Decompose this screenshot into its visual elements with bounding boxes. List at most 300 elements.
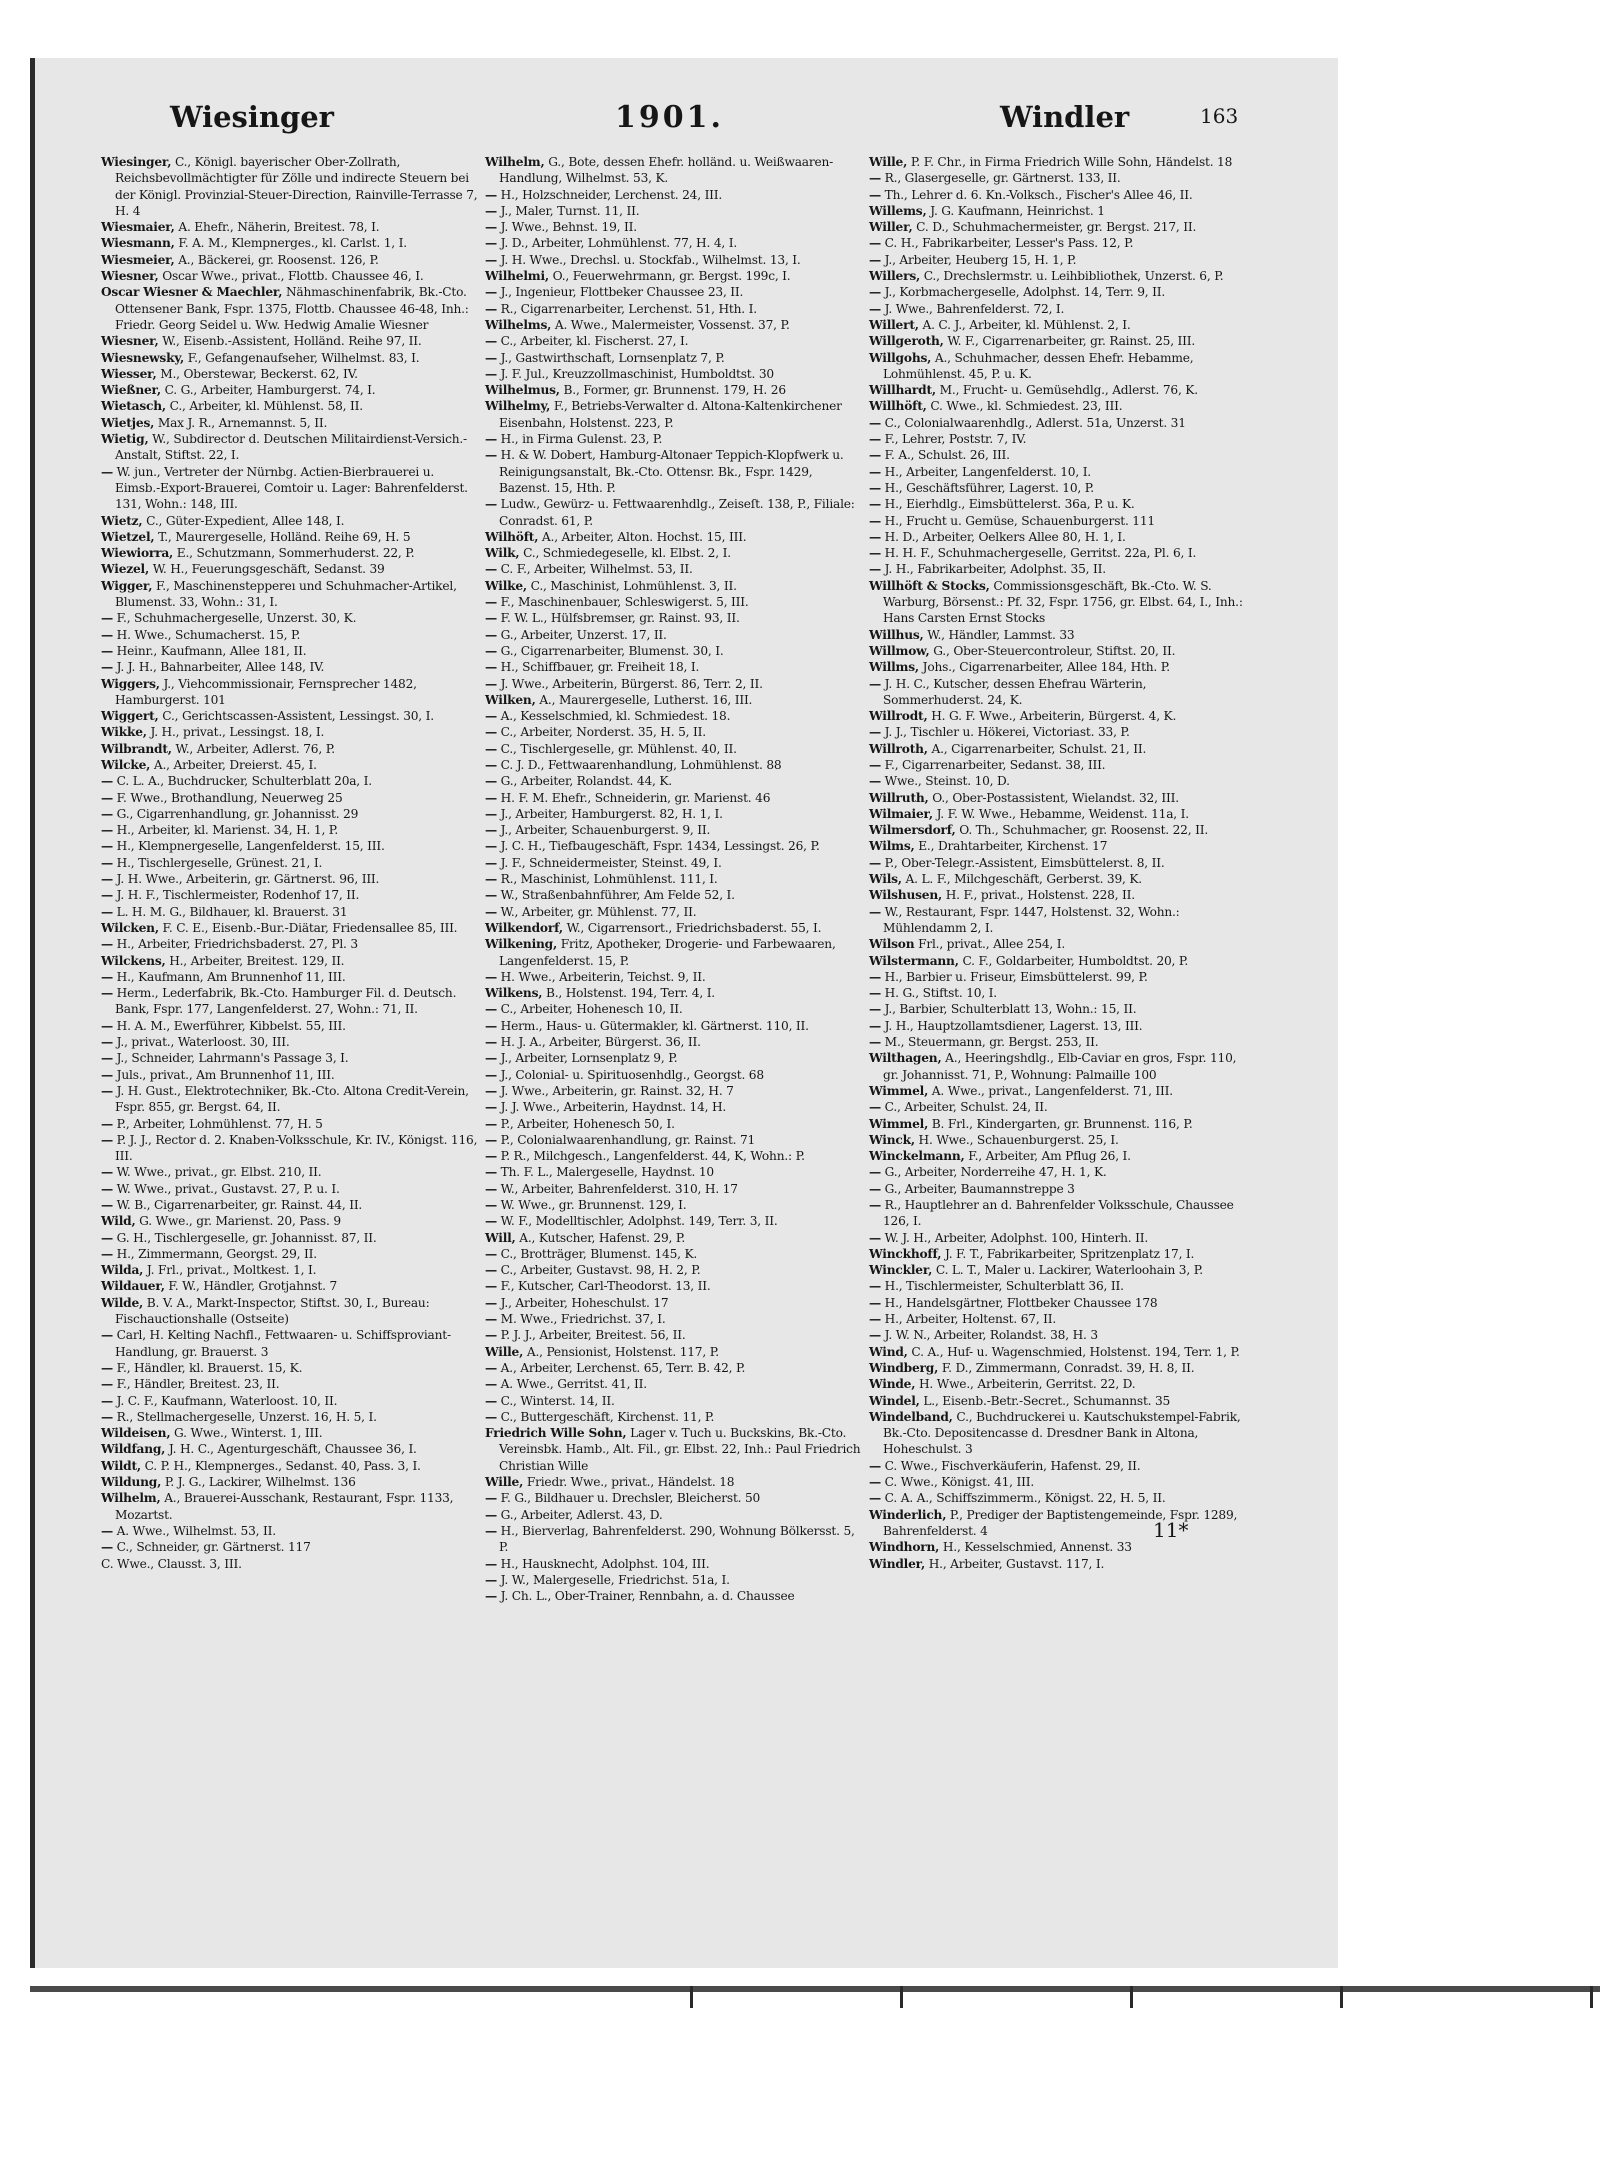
directory-entry [485,659,863,675]
entry-details: J. Wwe., Bahrenfelderst. 72, I. [881,301,1065,316]
entry-name: — [485,1328,497,1343]
directory-entry [869,154,1247,170]
entry-details: H. J. A., Arbeiter, Bürgerst. 36, II. [497,1035,701,1050]
directory-entry [485,203,863,219]
entry-details: H., Holzschneider, Lerchenst. 24, III. [497,187,723,202]
entry-details: A. C. J., Arbeiter, kl. Mühlenst. 2, I. [918,317,1131,332]
entry-details: Th. F. L., Malergeselle, Haydnst. 10 [497,1165,714,1180]
directory-entry [869,1083,1247,1099]
directory-entry [485,447,863,496]
entry-details: W., Händler, Lammst. 33 [923,627,1075,642]
entry-details: H. Wwe., Schauenburgerst. 25, I. [914,1132,1119,1147]
directory-entry [869,871,1247,887]
entry-details: P. F. Chr., in Firma Friedrich Wille Sohn, Händelst. 18 [907,155,1233,169]
entry-name: Windler, [869,1556,926,1571]
directory-entry [485,985,863,1001]
entry-name: Wimmel, [869,1083,929,1098]
entry-name: — [485,1214,497,1229]
entry-details: H., Arbeiter, Gustavst. 117, I. [925,1556,1105,1571]
directory-entry [485,154,863,187]
entry-name: Wild, [101,1214,136,1229]
entry-details: M. Wwe., Friedrichst. 37, I. [497,1312,666,1327]
entry-details: F., Gefangenaufseher, Wilhelmst. 83, I. [184,350,420,365]
entry-name: — [869,1279,881,1294]
entry-details: G. H., Tischlergeselle, gr. Johannisst. 87, II. [113,1230,377,1245]
entry-name: — [101,1230,113,1245]
entry-name: — [485,432,497,447]
entry-name: Wietjes, [101,415,155,430]
entry-name: Winde, [869,1377,916,1392]
entry-details: Lager v. Tuch u. Buckskins, Bk.-Cto. Vereinsbk. Hamb., Alt. Fil., gr. Elbst. 22, Inh.: Paul Friedrich Christian Wille [499,1426,861,1473]
entry-details: H. A. M., Ewerführer, Kibbelst. 55, III. [113,1018,346,1033]
entry-details: C. F., Goldarbeiter, Humboldtst. 20, P. [958,953,1189,968]
entry-name: — [101,806,113,821]
directory-entry [485,1295,863,1311]
entry-name: Wilstermann, [869,953,959,968]
directory-entry [869,1311,1247,1327]
directory-entry [869,1034,1247,1050]
entry-details: C., Schmiedegeselle, kl. Elbst. 2, I. [519,546,731,561]
entry-details: C., Buchdruckerei u. Kautschukstempel-Fabrik, Bk.-Cto. Depositencasse d. Dresdner Bank in Altona, Hoheschulst. 3 [883,1409,1241,1457]
entry-name: — [485,366,497,381]
directory-entry [101,219,479,235]
directory-entry [101,1360,479,1376]
entry-details: Max J. R., Arnemannst. 5, II. [154,415,328,430]
directory-entry [101,398,479,414]
entry-name: Wiesinger, [101,155,172,169]
directory-entry [869,887,1247,903]
entry-name: — [485,969,497,984]
entry-name: — [101,1181,113,1196]
entry-name: Wildfang, [101,1442,166,1457]
entry-name: — [869,301,881,316]
entry-name: — [101,1377,113,1392]
directory-entry [869,1278,1247,1294]
entry-details: G., Arbeiter, Norderreihe 47, H. 1, K. [881,1165,1107,1180]
entry-name: Wilda, [101,1263,144,1278]
entry-name: Willhöft & Stocks, [869,578,990,593]
directory-entry [485,692,863,708]
directory-entry [869,415,1247,431]
directory-entry [869,203,1247,219]
entry-name: — [869,187,881,202]
directory-entry [101,1018,479,1034]
directory-entry [101,1490,479,1523]
entry-name: — [485,774,497,789]
entry-details: Frl., privat., Allee 254, I. [914,937,1066,952]
entry-name: — [869,757,881,772]
entry-name: Wilcken, [101,920,159,935]
entry-name: Winckelmann, [869,1149,965,1164]
directory-entry [101,268,479,284]
entry-details: W. H., Feuerungsgeschäft, Sedanst. 39 [149,562,385,577]
entry-name: — [101,1409,113,1424]
directory-entry [101,822,479,838]
directory-entry [101,643,479,659]
directory-entry [869,513,1247,529]
entry-name: — [485,741,497,756]
entry-details: W. Wwe., privat., Gustavst. 27, P. u. I. [113,1181,340,1196]
entry-details: C. F., Arbeiter, Wilhelmst. 53, II. [497,562,693,577]
directory-entry [869,578,1247,627]
entry-name: Willert, [869,317,919,332]
entry-name: Wimmel, [869,1116,929,1131]
entry-name: Wiesner, [101,334,159,349]
entry-name: — [869,904,881,919]
entry-name: — [485,1393,497,1408]
entry-name: — [485,1360,497,1375]
header-year: 1901. [615,100,724,135]
entry-name: Wiesmaier, [101,220,175,235]
entry-details: H. Wwe., Arbeiterin, Gerritst. 22, D. [915,1377,1136,1392]
entry-name: — [485,790,497,805]
entry-name: — [869,1230,881,1245]
entry-name: — [101,986,113,1001]
directory-entry [101,415,479,431]
entry-name: — [485,236,497,251]
directory-entry [869,464,1247,480]
entry-name: — [869,986,881,1001]
directory-entry [869,1490,1247,1506]
entry-name: — [485,1312,497,1327]
directory-entry [101,773,479,789]
directory-entry [101,513,479,529]
entry-details: C., Arbeiter, Norderst. 35, H. 5, II. [497,725,706,740]
entry-details: Herm., Lederfabrik, Bk.-Cto. Hamburger Fil. d. Deutsch. Bank, Fspr. 177, Langenfelderst. 27, Wohn.: 71, II. [113,986,457,1017]
directory-entry [485,333,863,349]
entry-details: W., Arbeiter, Adlerst. 76, P. [171,741,335,756]
directory-entry [869,301,1247,317]
signature-mark: 11* [1153,1518,1189,1542]
directory-entry [485,1164,863,1180]
entry-name: — [485,823,497,838]
entry-name: — [485,643,497,658]
directory-entry [101,382,479,398]
entry-details: G., Arbeiter, Adlerst. 43, D. [497,1507,663,1522]
entry-details: H., Schiffbauer, gr. Freiheit 18, I. [497,660,700,675]
entry-details: F. A. M., Klempnerges., kl. Carlst. 1, I. [174,236,407,251]
entry-name: — [869,1002,881,1017]
entry-details: C. L. T., Maler u. Lackirer, Waterloohain 3, P. [932,1263,1203,1278]
directory-entry [869,1018,1247,1034]
entry-details: Johs., Cigarrenarbeiter, Allee 184, Hth. P. [918,660,1170,675]
entry-details: J., Gastwirthschaft, Lornsenplatz 7, P. [497,350,725,365]
entry-name: Wilshusen, [869,888,943,903]
entry-details: A., Arbeiter, Dreierst. 45, I. [150,757,317,772]
directory-entry [101,1083,479,1116]
entry-details: C., Tischlergeselle, gr. Mühlenst. 40, II. [497,741,737,756]
entry-name: Wiesser, [101,366,157,381]
entry-details: H. Wwe., Schumacherst. 15, P. [113,627,301,642]
directory-entry [485,1067,863,1083]
entry-name: Windel, [869,1393,920,1408]
entry-details: F., Händler, Breitest. 23, II. [113,1377,280,1392]
entry-name: Wilke, [485,578,527,593]
entry-details: C., Arbeiter, Gustavst. 98, H. 2, P. [497,1263,701,1278]
entry-name: — [485,611,497,626]
directory-entry [101,904,479,920]
entry-details: A., Brauerei-Ausschank, Restaurant, Fspr. 1133, Mozartst. [115,1491,454,1522]
entry-details: J., Colonial- u. Spirituosenhdlg., Georgst. 68 [497,1067,764,1082]
entry-details: C., Arbeiter, kl. Fischerst. 27, I. [497,334,689,349]
entry-details: B., Holstenst. 194, Terr. 4, I. [542,986,715,1001]
entry-name: Wilmaier, [869,806,933,821]
directory-entry [869,382,1247,398]
entry-name: Wille, [485,1344,524,1359]
entry-details: R., Glasergeselle, gr. Gärtnerst. 133, II. [881,171,1121,186]
entry-details: J. Wwe., Arbeiterin, gr. Rainst. 32, H. 7 [497,1083,734,1098]
entry-name: Wilhelmus, [485,383,560,398]
entry-details: M., Oberstewar, Beckerst. 62, IV. [156,366,358,381]
entry-name: Wilhelmi, [485,269,549,284]
entry-details: J. J., Tischler u. Hökerei, Victoriast. 33, P. [881,725,1130,740]
entry-name: Wilkendorf, [485,920,563,935]
entry-details: H. G., Stiftst. 10, I. [881,986,997,1001]
entry-name: Wilbrandt, [101,741,172,756]
entry-name: — [101,1328,113,1343]
entry-details: P. J. J., Rector d. 2. Knaben-Volksschule, Kr. IV., Königst. 116, III. [113,1132,478,1164]
directory-entry [485,1393,863,1409]
entry-details: C. Wwe., Königst. 41, III. [881,1475,1035,1490]
entry-name: Wilmersdorf, [869,823,956,838]
entry-details: J., Arbeiter, Hamburgerst. 82, H. 1, I. [497,806,723,821]
directory-entry [485,1376,863,1392]
entry-details: W. F., Cigarrenarbeiter, gr. Rainst. 25, III. [943,334,1196,349]
entry-details: H., Handelsgärtner, Flottbeker Chaussee 178 [881,1295,1158,1310]
entry-details: J., Barbier, Schulterblatt 13, Wohn.: 15, II. [881,1002,1137,1017]
entry-name: — [485,187,497,202]
entry-details: C. P. H., Klempnerges., Sedanst. 40, Pass. 3, I. [140,1458,421,1473]
entry-details: W. jun., Vertreter der Nürnbg. Actien-Bierbrauerei u. Eimsb.-Export-Brauerei, Comtoir u. Lager: Bahrenfelderst. 131, Wohn.: 148, III. [113,464,468,512]
entry-name: — [101,774,113,789]
entry-name: — [101,1165,113,1180]
entry-name: — [101,823,113,838]
entry-details: C., Brotträger, Blumenst. 145, K. [497,1246,698,1261]
entry-name: Wilthagen, [869,1051,942,1066]
entry-name: — [101,627,113,642]
entry-name: — [485,497,497,512]
entry-details: J. Frl., privat., Moltkest. 1, I. [143,1263,317,1278]
entry-details: C., Güter-Expedient, Allee 148, I. [142,513,345,528]
entry-name: Windberg, [869,1360,939,1375]
entry-details: H., Zimmermann, Georgst. 29, II. [113,1246,317,1261]
entry-name: — [869,252,881,267]
directory-entry [485,1474,863,1490]
directory-entry [869,252,1247,268]
entry-name: — [869,432,881,447]
directory-entry [101,953,479,969]
entry-details: Th., Lehrer d. 6. Kn.-Volksch., Fischer's Allee 46, II. [881,187,1193,202]
header-first-entry: Wiesinger [170,100,334,134]
directory-entry [485,1246,863,1262]
directory-entry [485,708,863,724]
entry-details: H. G. F. Wwe., Arbeiterin, Bürgerst. 4, K. [927,709,1177,724]
entry-name: — [101,904,113,919]
entry-details: Commissionsgeschäft, Bk.-Cto. W. S. Warburg, Börsenst.: Pf. 32, Fspr. 1756, gr. Elbst. 64, I., Inh.: Hans Carsten Ernst Stocks [883,578,1243,626]
directory-entry [101,1523,479,1539]
entry-name: — [485,1165,497,1180]
directory-entry [869,1246,1247,1262]
entry-name: Wilms, [869,839,915,854]
entry-details: J. G. Kaufmann, Heinrichst. 1 [926,203,1105,218]
directory-entry [869,561,1247,577]
directory-entry [869,1376,1247,1392]
entry-name: — [869,1165,881,1180]
entry-details: J., Arbeiter, Schauenburgerst. 9, II. [497,823,711,838]
entry-details: H. F., privat., Holstenst. 228, II. [942,888,1135,903]
entry-details: H., Geschäftsführer, Lagerst. 10, P. [881,480,1094,495]
directory-entry [101,1425,479,1441]
entry-details: A., Pensionist, Holstenst. 117, P. [523,1344,719,1359]
directory-entry [101,1197,479,1213]
entry-details: P. J. G., Lackirer, Wilhelmst. 136 [161,1475,356,1490]
entry-details: C. A. A., Schiffszimmerm., Königst. 22, H. 5, II. [881,1491,1166,1506]
entry-name: — [101,1018,113,1033]
directory-entry [485,594,863,610]
directory-entry [869,1050,1247,1083]
entry-details: W. J. H., Arbeiter, Adolphst. 100, Hinterh. II. [881,1230,1149,1245]
directory-entry [869,936,1247,952]
entry-name: Willms, [869,660,919,675]
entry-name: — [869,1491,881,1506]
directory-entry [485,1083,863,1099]
directory-entry [101,1458,479,1474]
entry-details: J. H., Hauptzollamtsdiener, Lagerst. 13, III. [881,1018,1143,1033]
directory-entry [869,1474,1247,1490]
directory-entry [869,904,1247,937]
entry-details: H., Barbier u. Friseur, Eimsbüttelerst. 99, P. [881,969,1148,984]
directory-entry [485,252,863,268]
entry-details: F., Maschinensteppereı und Schuhmacher-Artikel, Blumenst. 33, Wohn.: 31, I. [115,578,457,610]
entry-name: Wiggers, [101,676,160,691]
directory-entry [485,855,863,871]
page-number: 163 [1200,104,1239,128]
directory-entry [869,838,1247,854]
entry-name: Wils, [869,872,902,887]
entry-details: W., Restaurant, Fspr. 1447, Holstenst. 32, Wohn.: Mühlendamm 2, I. [881,904,1180,935]
entry-name: — [485,1035,497,1050]
entry-name: — [101,643,113,658]
entry-details: O., Feuerwehrmann, gr. Bergst. 199c, I. [548,269,791,284]
entry-details: H., Arbeiter, Holtenst. 67, II. [881,1312,1057,1327]
directory-entry [101,1164,479,1180]
entry-name: — [869,725,881,740]
directory-entry [101,350,479,366]
entry-name: Winckler, [869,1263,933,1278]
entry-name: Wildung, [101,1475,162,1490]
entry-name: Wilhöft, [485,529,539,544]
directory-entry [485,1409,863,1425]
entry-name: — [101,790,113,805]
directory-entry [101,1376,479,1392]
directory-entry [869,1539,1247,1555]
entry-name: Wietz, [101,513,143,528]
entry-name: — [485,448,497,463]
directory-entry [485,268,863,284]
entry-details: H. Wwe., Arbeiterin, Teichst. 9, II. [497,969,706,984]
entry-details: J. W., Malergeselle, Friedrichst. 51a, I. [497,1572,730,1587]
entry-details: Herm., Haus- u. Gütermakler, kl. Gärtnerst. 110, II. [497,1018,809,1033]
entry-name: — [485,709,497,724]
entry-name: Wilken, [485,692,536,707]
entry-name: — [869,676,881,691]
entry-name: Wilhelms, [485,317,552,332]
entry-name: Willgeroth, [869,334,944,349]
entry-name: Wilhelm, [101,1491,161,1506]
directory-entry [101,1230,479,1246]
directory-entry [101,806,479,822]
directory-entry [869,790,1247,806]
entry-details: F. G., Bildhauer u. Drechsler, Bleicherst. 50 [497,1491,761,1506]
directory-entry [485,773,863,789]
column-3 [869,154,1247,1572]
directory-entry [485,627,863,643]
directory-entry [485,382,863,398]
entry-details: G., Cigarrenhandlung, gr. Johannisst. 29 [113,806,359,821]
entry-details: J. H. C., Agenturgeschäft, Chaussee 36, I. [165,1442,417,1457]
entry-details: H., Tischlermeister, Schulterblatt 36, II. [881,1279,1124,1294]
entry-name: — [869,480,881,495]
entry-details: R., Stellmachergeselle, Unzerst. 16, H. 5, I. [113,1409,377,1424]
entry-name: Willer, [869,220,913,235]
entry-name: — [485,888,497,903]
directory-entry [101,1213,479,1229]
entry-details: W., Cigarrensort., Friedrichsbaderst. 55, I. [562,920,822,935]
directory-entry [869,1556,1247,1572]
directory-entry [869,1132,1247,1148]
directory-entry [101,464,479,513]
entry-details: F. W., Händler, Grotjahnst. 7 [164,1279,338,1294]
directory-entry [485,1490,863,1506]
entry-name: — [869,1475,881,1490]
directory-entry [101,790,479,806]
entry-name: — [869,1100,881,1115]
entry-details: C., Winterst. 14, II. [497,1393,615,1408]
entry-name: — [869,1035,881,1050]
entry-name: Wilhelmy, [485,399,551,414]
entry-name: — [869,774,881,789]
directory-entry [485,1556,863,1572]
entry-name: Wilkens, [485,986,543,1001]
directory-entry [869,643,1247,659]
entry-details: J., Arbeiter, Heuberg 15, H. 1, P. [881,252,1077,267]
entry-details: P., Prediger der Baptistengemeinde, Fspr. 1289, Bahrenfelderst. 4 [883,1507,1238,1538]
entry-name: Willgohs, [869,350,932,365]
entry-name: Willruth, [869,790,929,805]
directory-entry [869,708,1247,724]
entry-details: J. Ch. L., Ober-Trainer, Rennbahn, a. d. Chaussee [497,1589,795,1604]
entry-details: J. F. Jul., Kreuzzollmaschinist, Humboldtst. 30 [497,366,774,381]
directory-entry [485,1523,863,1556]
directory-entry [101,1556,479,1572]
entry-name: — [485,1491,497,1506]
directory-entry [101,545,479,561]
entry-details: C., Gerichtscassen-Assistent, Lessingst. 30, I. [158,709,434,724]
scan-tick [690,1986,693,2008]
directory-entry [869,724,1247,740]
entry-details: M., Frucht- u. Gemüsehdlg., Adlerst. 76, K. [935,383,1198,398]
entry-details: F., Lehrer, Poststr. 7, IV. [881,432,1027,447]
entry-name: Wilk, [485,546,520,561]
entry-name: — [485,1018,497,1033]
entry-name: — [485,1002,497,1017]
entry-name: — [101,969,113,984]
directory-entry [869,1344,1247,1360]
entry-details: C., Buttergeschäft, Kirchenst. 11, P. [497,1409,715,1424]
entry-details: J., Ingenieur, Flottbeker Chaussee 23, II. [497,285,744,300]
entry-details: W. Wwe., privat., gr. Elbst. 210, II. [113,1165,322,1180]
directory-entry [485,301,863,317]
